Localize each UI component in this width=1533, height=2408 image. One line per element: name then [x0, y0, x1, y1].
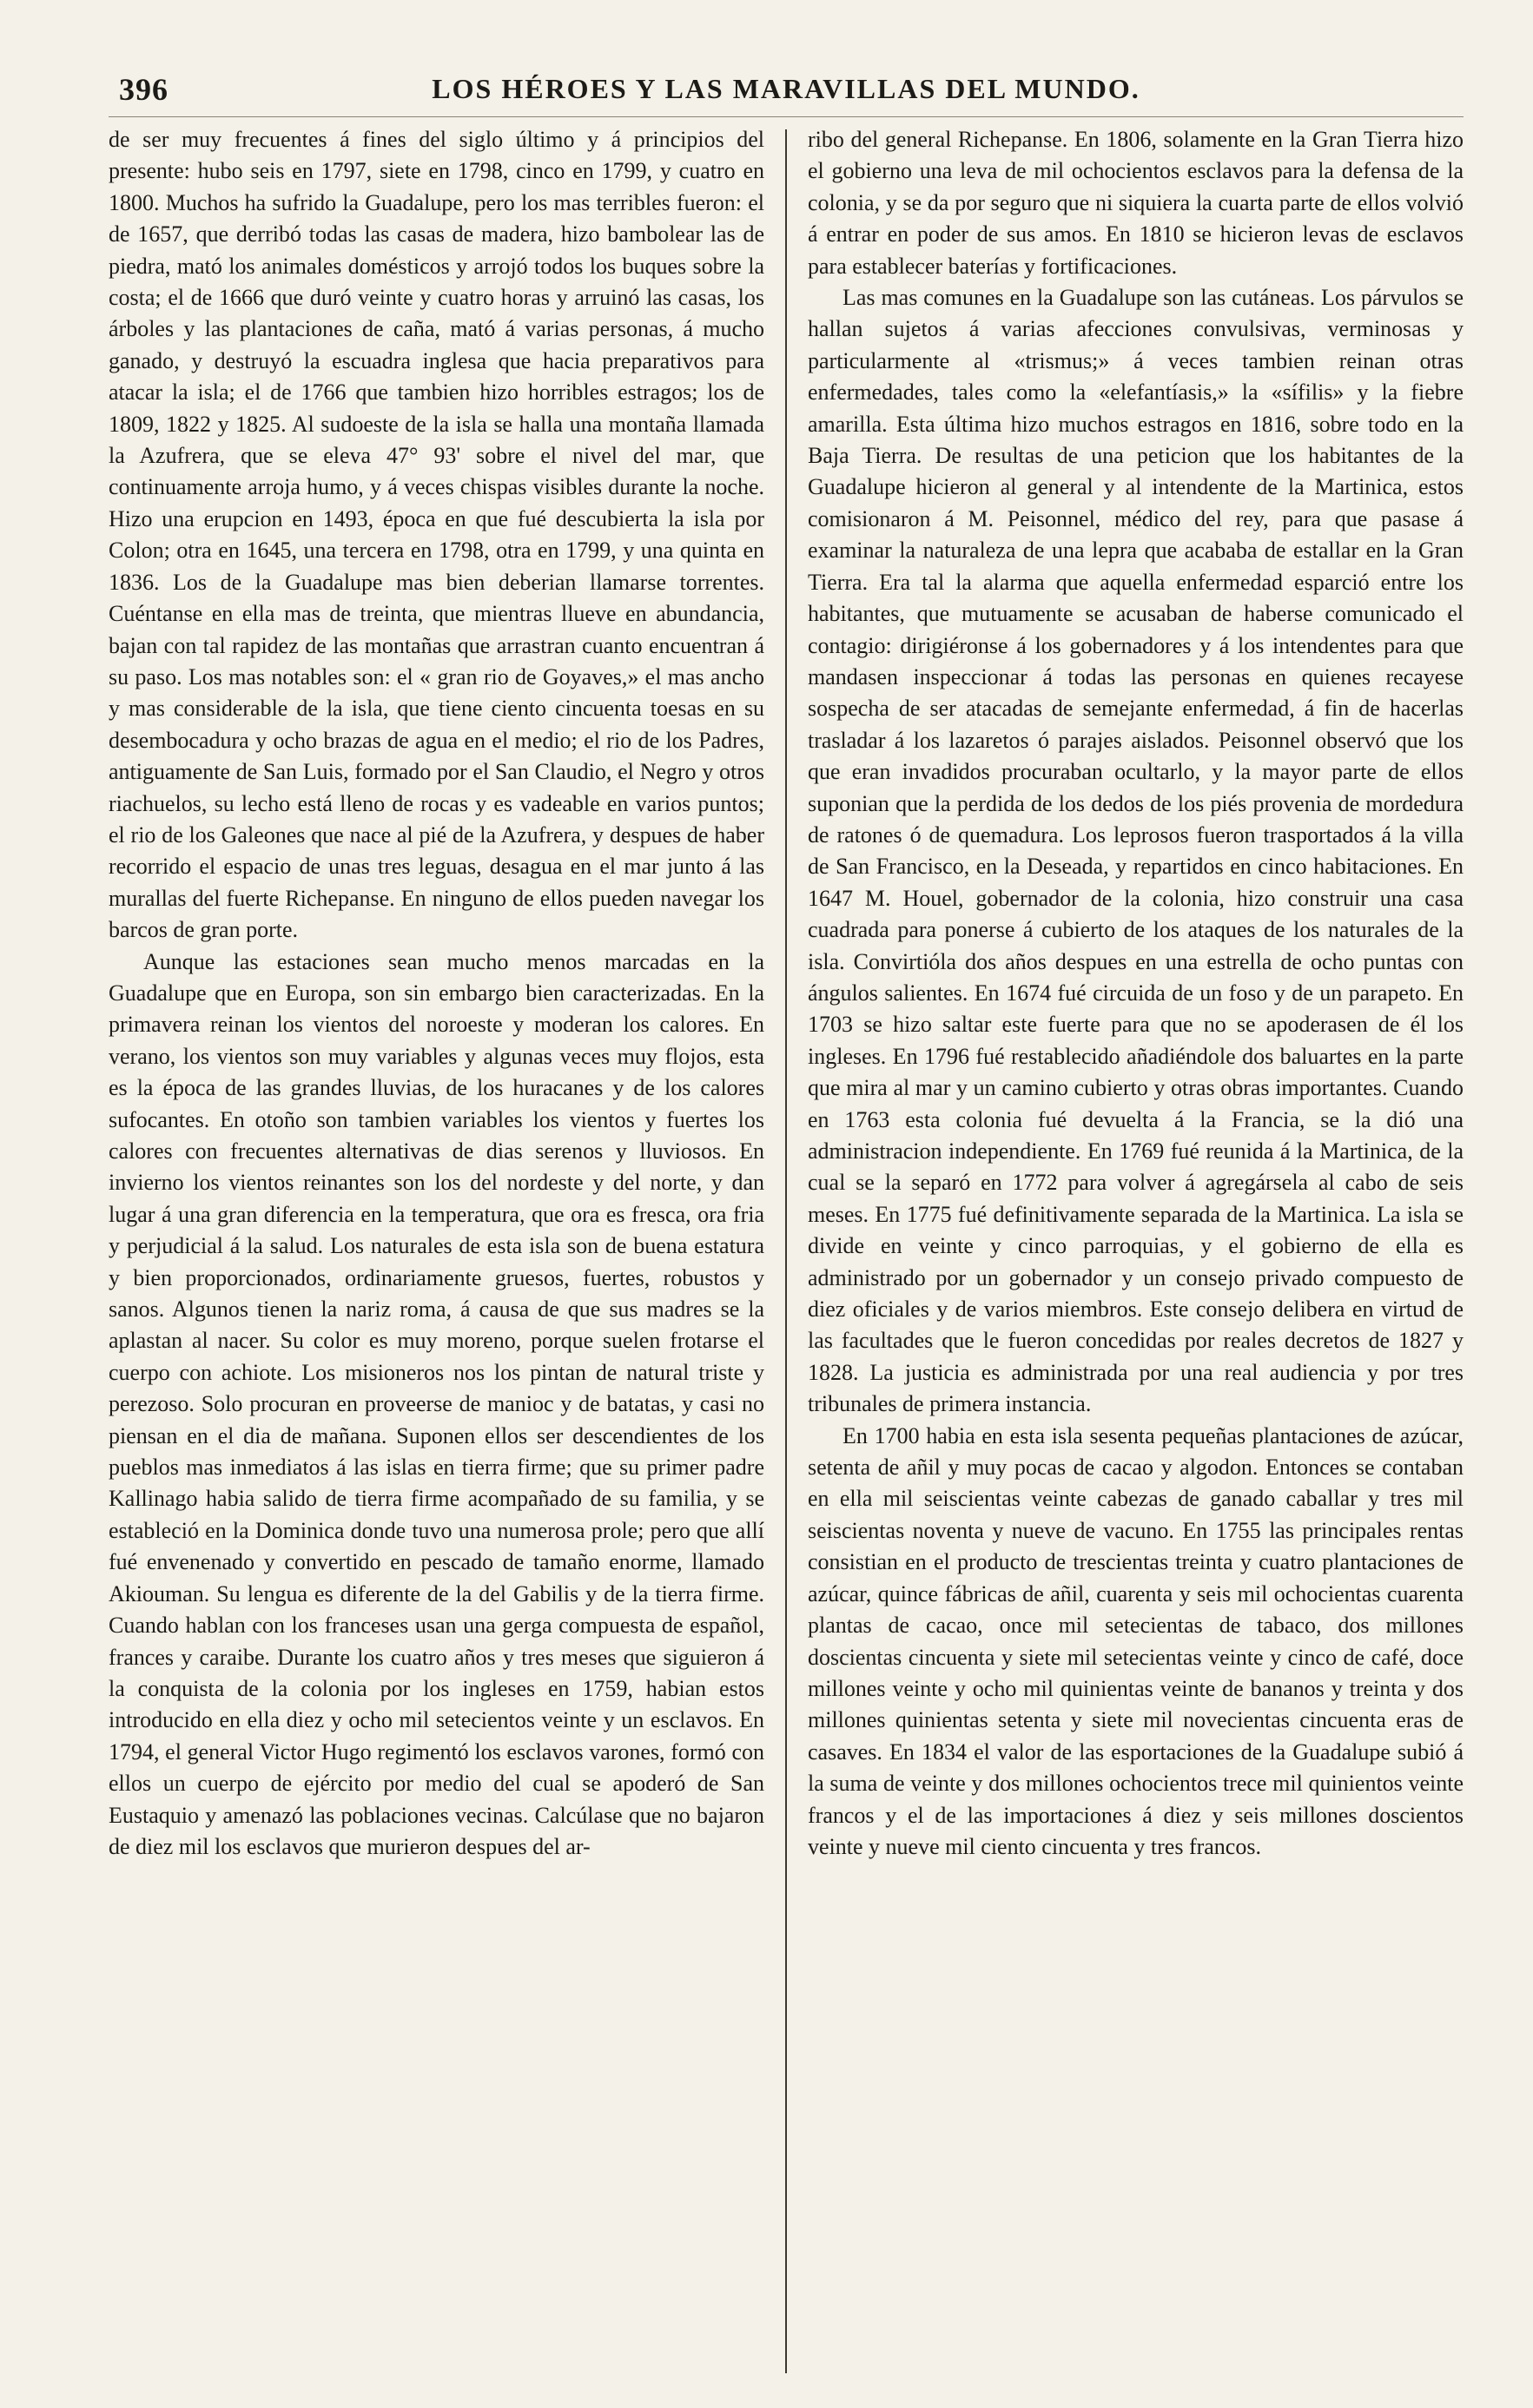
- page-header: [109, 68, 1464, 117]
- running-title: LOS HÉROES Y LAS MARAVILLAS DEL MUNDO.: [432, 73, 1140, 104]
- paragraph: Aunque las estaciones sean mucho menos marcadas en la Guadalupe que en Europa, son sin embargo bien caracterizadas. En la primavera reinan los vientos del noroeste y moderan los calores. En verano, los vientos son muy variables y algunas veces muy flojos, esta es la época de las grandes lluvias, de los huracanes y de los calores sufocantes. En otoño son tambien variables los vientos y fuertes los calores con frecuentes alternativas de dias serenos y lluviosos. En invierno los vientos reinantes son los del nordeste y del norte, y dan lugar á una gran diferencia en la temperatura, que ora es fresca, ora fria y perjudicial á la salud. Los naturales de esta isla son de buena estatura y bien proporcionados, ordinariamente gruesos, fuertes, robustos y sanos. Algunos tienen la nariz roma, á causa de que sus madres se la aplastan al nacer. Su color es muy moreno, porque suelen frotarse el cuerpo con achiote. Los misioneros nos los pintan de natural triste y perezoso. Solo procuran en proveerse de manioc y de batatas, y casi no piensan en el dia de mañana. Suponen ellos ser descendientes de los pueblos mas inmediatos á las islas en tierra firme; que su primer padre Kallinago habia salido de tierra firme acompañado de su familia, y se estableció en la Dominica donde tuvo una numerosa prole; pero que allí fué envenenado y convertido en pescado de tamaño enorme, llamado Akiouman. Su lengua es diferente de la del Gabilis y de la tierra firme. Cuando hablan con los franceses usan una gerga compuesta de español, frances y caraibe. Durante los cuatro años y tres meses que siguieron á la conquista de la colonia por los ingleses en 1759, habian estos introducido en ella diez y ocho mil setecientos veinte y un esclavos. En 1794, el general Victor Hugo regimentó los esclavos varones, formó con ellos un cuerpo de ejército por medio del cual se apoderó de San Eustaquio y amenazó las poblaciones vecinas. Calcúlase que no bajaron de diez mil los esclavos que murieron despues del ar-: [109, 948, 764, 1859]
- right-column: [787, 124, 1464, 2373]
- left-column: [109, 124, 785, 2373]
- page-number: 396: [119, 72, 168, 107]
- paragraph: ribo del general Richepanse. En 1806, solamente en la Gran Tierra hizo el gobierno una leva de mil ochocientos esclavos para la defensa de la colonia, y se da por seguro que ni siquiera la cuarta parte de ellos volvió á entrar en poder de sus amos. En 1810 se hicieron levas de esclavos para establecer baterías y fortificaciones.: [808, 127, 1464, 279]
- text-columns: [109, 124, 1464, 2373]
- paragraph: Las mas comunes en la Guadalupe son las cutáneas. Los párvulos se hallan sujetos á varias afecciones convulsivas, verminosas y particularmente al «trismus;» á veces tambien reinan otras enfermedades, tales como la «elefantíasis,» la «sífilis» y la fiebre amarilla. Esta última hizo muchos estragos en 1816, sobre todo en la Baja Tierra. De resultas de una peticion que los habitantes de la Guadalupe hicieron al general y al intendente de la Martinica, estos comisionaron á M. Peisonnel, médico del rey, para que pasase á examinar la naturaleza de una lepra que acababa de estallar en la Gran Tierra. Era tal la alarma que aquella enfermedad esparció entre los habitantes, que mutuamente se acusaban de haberse comunicado el contagio: dirigiéronse á los gobernadores y á los intendentes para que mandasen inspeccionar á todas las personas en quienes recayese sospecha de ser atacadas de semejante enfermedad, á fin de hacerlas trasladar á los lazaretos ó parajes aislados. Peisonnel observó que los que eran invadidos procuraban ocultarlo, y la mayor parte de ellos suponian que la perdida de los dedos de los piés provenia de mordedura de ratones ó de quemadura. Los leprosos fueron trasportados á la villa de San Francisco, en la Deseada, y repartidos en cinco habitaciones. En 1647 M. Houel, gobernador de la colonia, hizo construir una casa cuadrada para ponerse á cubierto de los ataques de los naturales de la isla. Convirtióla dos años despues en una estrella de ocho puntas con ángulos salientes. En 1674 fué circuida de un foso y de un parapeto. En 1703 se hizo saltar este fuerte para que no se apoderasen de él los ingleses. En 1796 fué restablecido añadiéndole dos baluartes en la parte que mira al mar y un camino cubierto y otras obras importantes. Cuando en 1763 esta colonia fué devuelta á la Francia, se la dió una administracion independiente. En 1769 fué reunida á la Martinica, de la cual se la separó en 1772 para volver á agregársela al cabo de seis meses. En 1775 fué definitivamente separada de la Martinica. La isla se divide en veinte y cinco parroquias, y el gobierno de ella es administrado por un gobernador y un consejo privado compuesto de diez oficiales y de varios miembros. Este consejo delibera en virtud de las facultades que le fueron concedidas por reales decretos de 1827 y 1828. La justicia es administrada por una real audiencia y por tres tribunales de primera instancia.: [808, 285, 1464, 1417]
- paragraph: de ser muy frecuentes á fines del siglo último y á principios del presente: hubo seis en 1797, siete en 1798, cinco en 1799, y cuatro en 1800. Muchos ha sufrido la Guadalupe, pero los mas terribles fueron: el de 1657, que derribó todas las casas de madera, hizo bambolear las de piedra, mató los animales domésticos y arrojó todos los buques sobre la costa; el de 1666 que duró veinte y cuatro horas y arruinó las casas, los árboles y las plantaciones de caña, mató á varias personas, á mucho ganado, y destruyó la escuadra inglesa que hacia preparativos para atacar la isla; el de 1766 que tambien hizo horribles estragos; los de 1809, 1822 y 1825. Al sudoeste de la isla se halla una montaña llamada la Azufrera, que se eleva 47° 93' sobre el nivel del mar, que continuamente arroja humo, y á veces chispas visibles durante la noche. Hizo una erupcion en 1493, época en que fué descubierta la isla por Colon; otra en 1645, una tercera en 1798, otra en 1799, y una quinta en 1836. Los de la Guadalupe mas bien deberian llamarse torrentes. Cuéntanse en ella mas de treinta, que mientras llueve en abundancia, bajan con tal rapidez de las montañas que arrastran cuanto encuentran á su paso. Los mas notables son: el « gran rio de Goyaves,» el mas ancho y mas considerable de la isla, que tiene ciento cincuenta toesas en su desembocadura y ocho brazas de agua en el medio; el rio de los Padres, antiguamente de San Luis, formado por el San Claudio, el Negro y otros riachuelos, su lecho está lleno de rocas y es vadeable en varios puntos; el rio de los Galeones que nace al pié de la Azufrera, y despues de haber recorrido el espacio de unas tres leguas, desagua en el mar junto á las murallas del fuerte Richepanse. En ninguno de ellos pueden navegar los barcos de gran porte.: [109, 127, 764, 943]
- paragraph: En 1700 habia en esta isla sesenta pequeñas plantaciones de azúcar, setenta de añil y muy pocas de cacao y algodon. Entonces se contaban en ella mil seiscientas veinte cabezas de ganado caballar y tres mil seiscientas noventa y nueve de vacuno. En 1755 las principales rentas consistian en el producto de trescientas treinta y cuatro plantaciones de azúcar, quince fábricas de añil, cuarenta y seis mil ochocientas cuarenta plantas de cacao, once mil setecientas de tabaco, dos millones doscientas cincuenta y siete mil setecientas veinte y cinco de café, doce millones veinte y ocho mil quinientas veinte de bananos y treinta y dos millones quinientas setenta y siete mil novecientas cincuenta eras de casaves. En 1834 el valor de las esportaciones de la Guadalupe subió á la suma de veinte y dos millones ochocientos trece mil quinientos veinte francos y el de las importaciones á diez y seis millones doscientos veinte y nueve mil ciento cincuenta y tres francos.: [808, 1422, 1464, 1859]
